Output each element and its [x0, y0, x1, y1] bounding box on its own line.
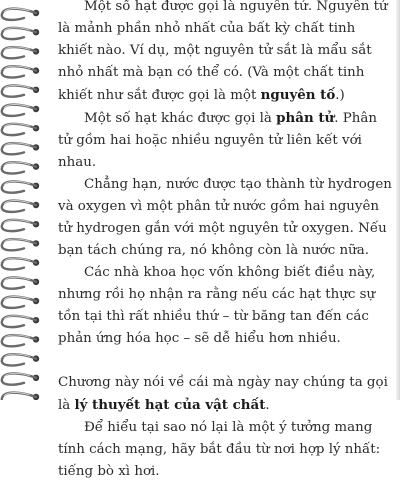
- binding-ring: [2, 220, 36, 231]
- binding-ring: [2, 354, 36, 365]
- binding-ring: [2, 9, 36, 20]
- binding-ring: [2, 66, 36, 77]
- text-run: . Phân tử gồm hai hoặc nhiều nguyên tử liên kết với nhau.: [58, 111, 378, 170]
- binding-ring: [2, 28, 36, 39]
- spiral-binding: [0, 0, 50, 400]
- binding-ring: [2, 316, 36, 327]
- page-edge: [396, 0, 400, 400]
- paragraph-6: [58, 417, 394, 483]
- paragraph-4: [58, 262, 394, 350]
- body-text: [58, 0, 394, 483]
- text-run: Chương này nói về cái mà ngày nay chúng ta gọi là: [58, 375, 388, 413]
- binding-ring: [2, 335, 36, 346]
- binding-ring: [2, 201, 36, 212]
- text-run: Để hiểu tại sao nó lại là một ý tưởng mang tính cách mạng, hãy bắt đầu từ nơi hợp lý nhất: tiếng bò xì hơi.: [58, 420, 381, 479]
- text-run: Một số hạt khác được gọi là: [84, 111, 277, 126]
- binding-ring: [2, 297, 36, 308]
- binding-ring: [2, 124, 36, 135]
- binding-ring: [2, 143, 36, 154]
- binding-ring: [2, 373, 36, 384]
- binding-ring: [2, 181, 36, 192]
- paragraph-3: [58, 174, 394, 262]
- paragraph-2: [58, 107, 394, 174]
- binding-ring: [2, 85, 36, 96]
- binding-ring: [2, 239, 36, 250]
- text-run: .): [335, 88, 345, 103]
- binding-ring: [2, 162, 36, 173]
- binding-ring: [2, 47, 36, 58]
- term-nguyen-to: nguyên tố: [260, 87, 336, 103]
- text-run: Chẳng hạn, nước được tạo thành từ hydrogen và oxygen vì một phân tử nước gồm hai nguyên tử hydrogen gắn với một nguyên tử oxygen. Nếu bạn tách chúng ra, nó không còn là nước nữa.: [58, 177, 392, 258]
- binding-ring: [2, 277, 36, 288]
- paragraph-1: [58, 0, 394, 107]
- term-phan-tu: phân tử: [276, 110, 335, 126]
- binding-ring: [2, 258, 36, 269]
- text-run: Các nhà khoa học vốn không biết điều này, nhưng rồi họ nhận ra rằng nếu các hạt thực sự tồn tại thì rất nhiều thứ – từ băng tan đến các phản ứng hóa học – sẽ dễ hiểu hơn nhiều.: [58, 265, 376, 346]
- term-ly-thuyet-hat: lý thuyết hạt của vật chất: [74, 397, 266, 413]
- binding-ring: [2, 105, 36, 116]
- paragraph-5: [58, 372, 394, 417]
- text-run: Một số hạt được gọi là nguyên tử. Nguyên tử là mảnh: [58, 0, 388, 36]
- text-run: phần nhỏ nhất của bất kỳ chất tinh khiết nào. Ví dụ, một nguyên tử sắt là mẩu sắt nhỏ nhất mà bạn có thể có. (Và một chất tinh khiết như sắt được gọi là một: [58, 21, 372, 103]
- text-run: .: [265, 398, 270, 413]
